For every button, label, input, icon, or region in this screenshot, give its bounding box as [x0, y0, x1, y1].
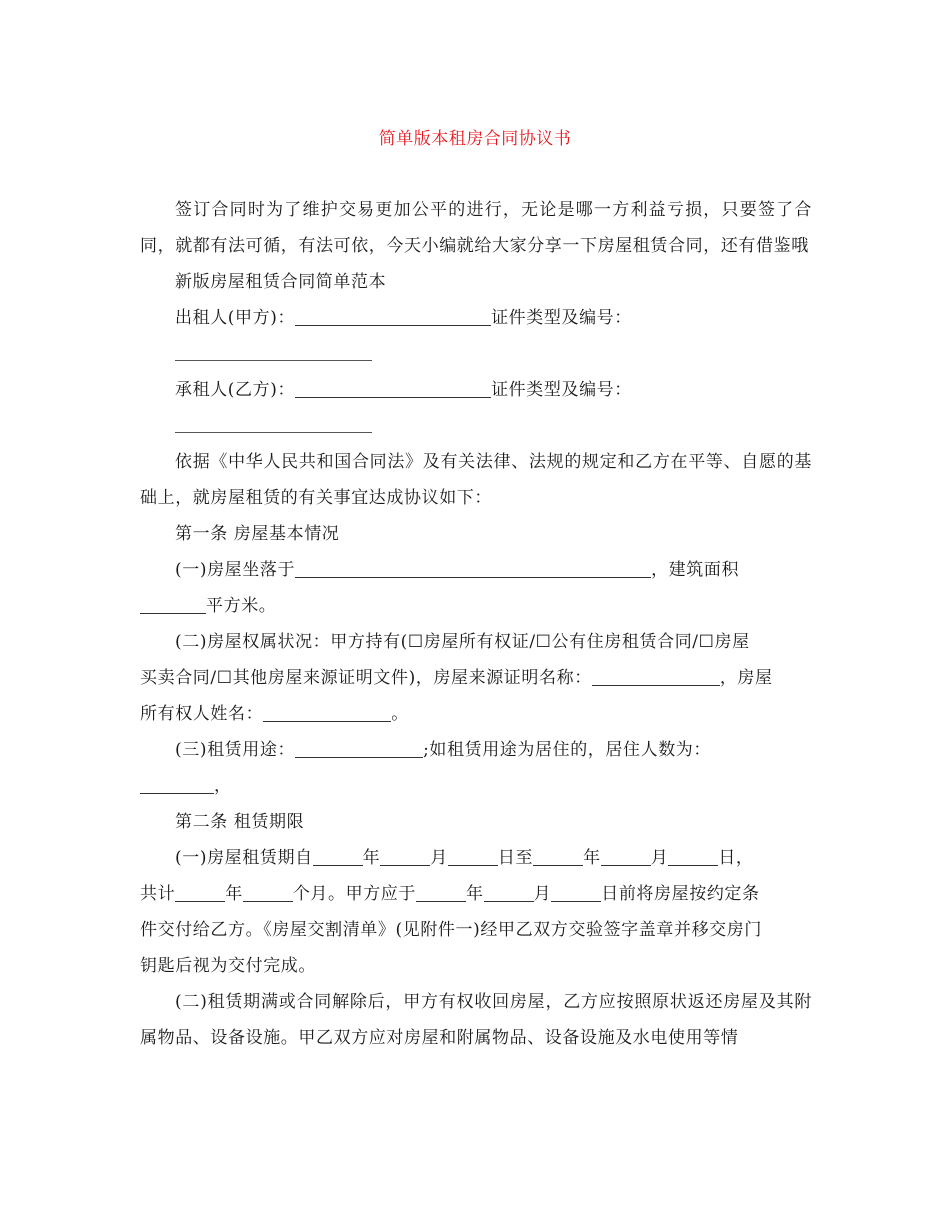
article-1-item-3-line-2	[140, 768, 812, 804]
residents-suffix: ，	[214, 776, 232, 796]
year-label: 年	[466, 884, 484, 904]
total-label: 共计	[140, 884, 176, 904]
location-label: (一)房屋坐落于	[175, 560, 296, 580]
owner-name-suffix: 。	[391, 704, 409, 724]
lessee-id-blank[interactable]	[175, 408, 372, 444]
article-1-heading: 第一条 房屋基本情况	[175, 524, 340, 544]
article-2-item-1-line-4: 钥匙后视为交付完成。	[140, 956, 316, 976]
article-2-heading: 第二条 租赁期限	[175, 812, 305, 832]
article-2-item-1-line-3: 件交付给乙方。《房屋交割清单》(见附件一)经甲乙双方交验签字盖章并移交房门	[140, 920, 762, 940]
year-label: 年	[225, 884, 243, 904]
area-label: ，建筑面积	[651, 560, 740, 580]
intro-paragraph: 签订合同时为了维护交易更加公平的进行，无论是哪一方利益亏损，只要签了合同，就都有法可循，有法可依，今天小编就给大家分享一下房屋租赁合同，还有借鉴哦	[140, 200, 812, 256]
article-2-item-2: (二)租赁期满或合同解除后，甲方有权收回房屋，乙方应按照原状返还房屋及其附属物品、设备设施。甲乙双方应对房屋和附属物品、设备设施及水电使用等情	[140, 992, 812, 1048]
delivery-year-blank[interactable]	[416, 883, 466, 902]
template-subtitle: 新版房屋租赁合同简单范本	[175, 272, 387, 292]
owner-name-blank[interactable]	[263, 703, 391, 722]
lessee-label: 承租人(乙方)：	[175, 380, 296, 400]
end-day-blank[interactable]	[668, 847, 718, 866]
delivery-month-blank[interactable]	[484, 883, 534, 902]
total-months-blank[interactable]	[243, 883, 293, 902]
basis-paragraph: 依据《中华人民共和国合同法》及有关法律、法规的规定和乙方在平等、自愿的基础上，就房屋租赁的有关事宜达成协议如下：	[140, 452, 812, 508]
lessor-id-label: 证件类型及编号：	[491, 308, 632, 328]
article-1-item-2-line-1: (二)房屋权属状况：甲方持有(☐房屋所有权证/☐公有住房租赁合同/☐房屋	[175, 632, 750, 652]
end-year-blank[interactable]	[533, 847, 583, 866]
article-2-item-1-line-2	[140, 876, 812, 912]
lessor-label: 出租人(甲方)：	[175, 308, 296, 328]
lessee-line	[140, 372, 812, 408]
residents-label: ;如租赁用途为居住的，居住人数为：	[423, 740, 712, 760]
start-month-blank[interactable]	[380, 847, 430, 866]
year-label: 年	[362, 848, 381, 868]
total-years-blank[interactable]	[175, 883, 225, 902]
end-month-blank[interactable]	[601, 847, 651, 866]
lessor-line	[140, 300, 812, 336]
month-label: 月	[430, 848, 448, 868]
end-day-label: 日，	[718, 848, 754, 868]
proof-name-label: 买卖合同/☐其他房屋来源证明文件)，房屋来源证明名称：	[140, 668, 592, 688]
area-unit: 平方米。	[206, 596, 277, 616]
start-day-blank[interactable]	[448, 847, 498, 866]
term-start-label: (一)房屋租赁期自	[175, 848, 313, 868]
delivery-label: 日前将房屋按约定条	[601, 884, 760, 904]
article-2-item-1-line-1	[140, 840, 812, 876]
month-label: 月	[650, 848, 669, 868]
location-blank[interactable]	[295, 559, 651, 578]
article-1-item-2-line-3	[140, 696, 812, 732]
purpose-blank[interactable]	[295, 739, 423, 758]
delivery-day-blank[interactable]	[551, 883, 601, 902]
article-1-item-2-line-2	[140, 660, 812, 696]
month-label: 月	[533, 884, 552, 904]
document-title: 简单版本租房合同协议书	[378, 129, 572, 149]
lessee-name-blank[interactable]	[295, 379, 491, 398]
to-label: 日至	[497, 848, 534, 868]
residents-blank[interactable]	[140, 775, 214, 794]
article-1-item-3-line-1	[140, 732, 812, 768]
owner-name-label: 所有权人姓名：	[140, 704, 264, 724]
lessee-id-label: 证件类型及编号：	[491, 380, 632, 400]
purpose-label: (三)租赁用途：	[175, 740, 296, 760]
proof-name-suffix: ，房屋	[719, 668, 773, 688]
document-body	[140, 192, 812, 1056]
months-label: 个月。甲方应于	[292, 884, 417, 904]
article-1-item-1-line-2	[140, 588, 812, 624]
article-1-item-1-line-1	[140, 552, 812, 588]
year-label: 年	[583, 848, 601, 868]
proof-name-blank[interactable]	[592, 667, 720, 686]
lessor-id-blank[interactable]	[175, 336, 372, 372]
start-year-blank[interactable]	[313, 847, 363, 866]
lessor-name-blank[interactable]	[295, 307, 491, 326]
area-blank[interactable]	[140, 595, 206, 614]
